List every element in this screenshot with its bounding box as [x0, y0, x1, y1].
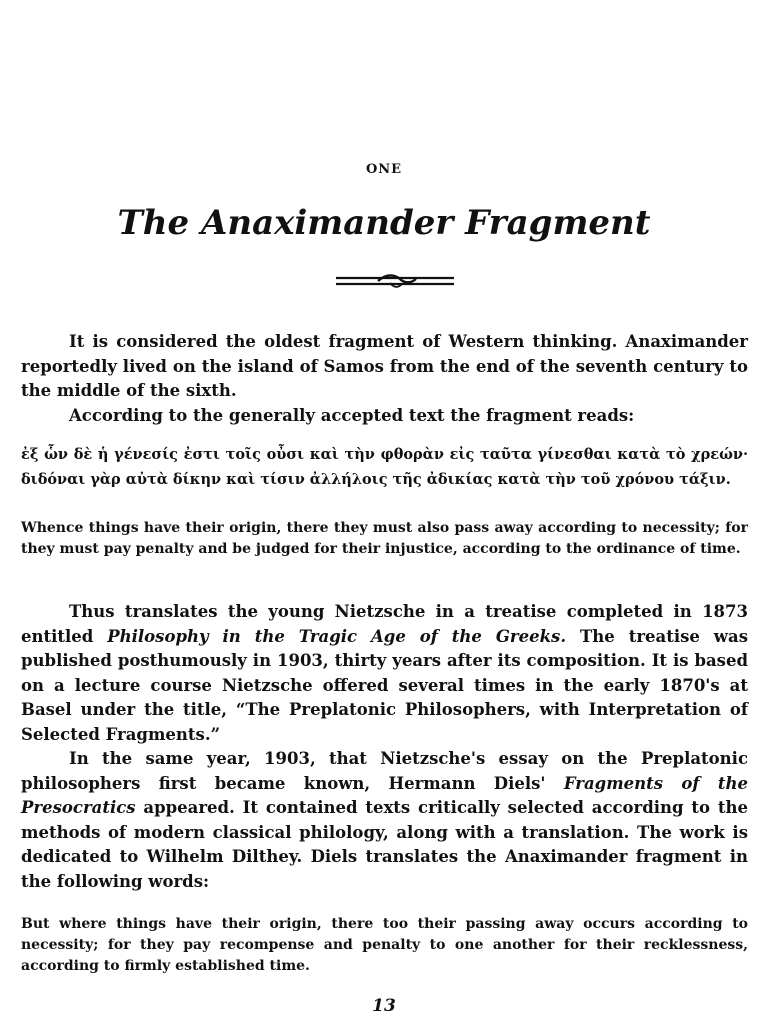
- nietzsche-book-title: Philosophy in the Tragic Age of the Greeks.: [107, 626, 567, 646]
- commentary-paragraph-nietzsche: [21, 600, 748, 747]
- chapter-title: The Anaximander Fragment: [117, 203, 651, 243]
- commentary-text: [21, 600, 748, 894]
- commentary-paragraph-diels: [21, 747, 748, 894]
- diels-book-title: Fragments of the Presocratics: [21, 773, 749, 817]
- intro-fragment-lead: According to the generally accepted text the fragment reads:: [69, 405, 635, 425]
- nietzsche-translation: Whence things have their origin, there they must also pass away according to necessity; for they must pay penalty and be judged for their injustice, according to the ordinance of time.: [21, 520, 748, 557]
- diels-translation: But where things have their origin, there too their passing away occurs according to necessity; for they pay recompense and penalty to one another for their recklessness, according to firmly established time.: [21, 916, 748, 974]
- commentary-text-run: The treatise was published posthumously in 1903, thirty years after its composition. It is based on a lecture course Nietzsche offered several times in the early 1870's at Basel under the title, “The Preplatonic Philosophers, with Interpretation of Selected Fragments.”: [21, 626, 748, 744]
- ornament-divider-icon: [334, 270, 456, 292]
- fragment-greek-text: ἐξ ὧν δὲ ἡ γένεσίς ἐστι τοῖς οὖσι καὶ τὴν φθορὰν εἰς ταῦτα γίνεσθαι κατὰ τὸ χρεών· διδόναι γὰρ αὐτὰ δίκην καὶ τίσιν ἀλλήλοις τῆς ἀδικίας κατὰ τὴν τοῦ χρόνου τάξιν.: [21, 446, 748, 488]
- commentary-text-run: appeared. It contained texts critically selected according to the methods of modern classical philology, along with a translation. The work is dedicated to Wilhelm Dilthey. Diels translates the Anaximander fragment in the following words:: [21, 798, 748, 891]
- commentary-text-run: Thus translates the young Nietzsche in a treatise completed in 1873 entitled: [21, 602, 748, 646]
- intro-paragraph: It is considered the oldest fragment of Western thinking. Anaximander reportedly lived on the island of Samos from the end of the seventh century to the middle of the sixth.: [21, 332, 748, 400]
- commentary-text-run: In the same year, 1903, that Nietzsche's essay on the Preplatonic philosophers first became known, Hermann Diels': [21, 749, 748, 793]
- intro-text: [21, 330, 748, 428]
- chapter-number: ONE: [365, 162, 403, 177]
- page-number: 13: [372, 996, 396, 1016]
